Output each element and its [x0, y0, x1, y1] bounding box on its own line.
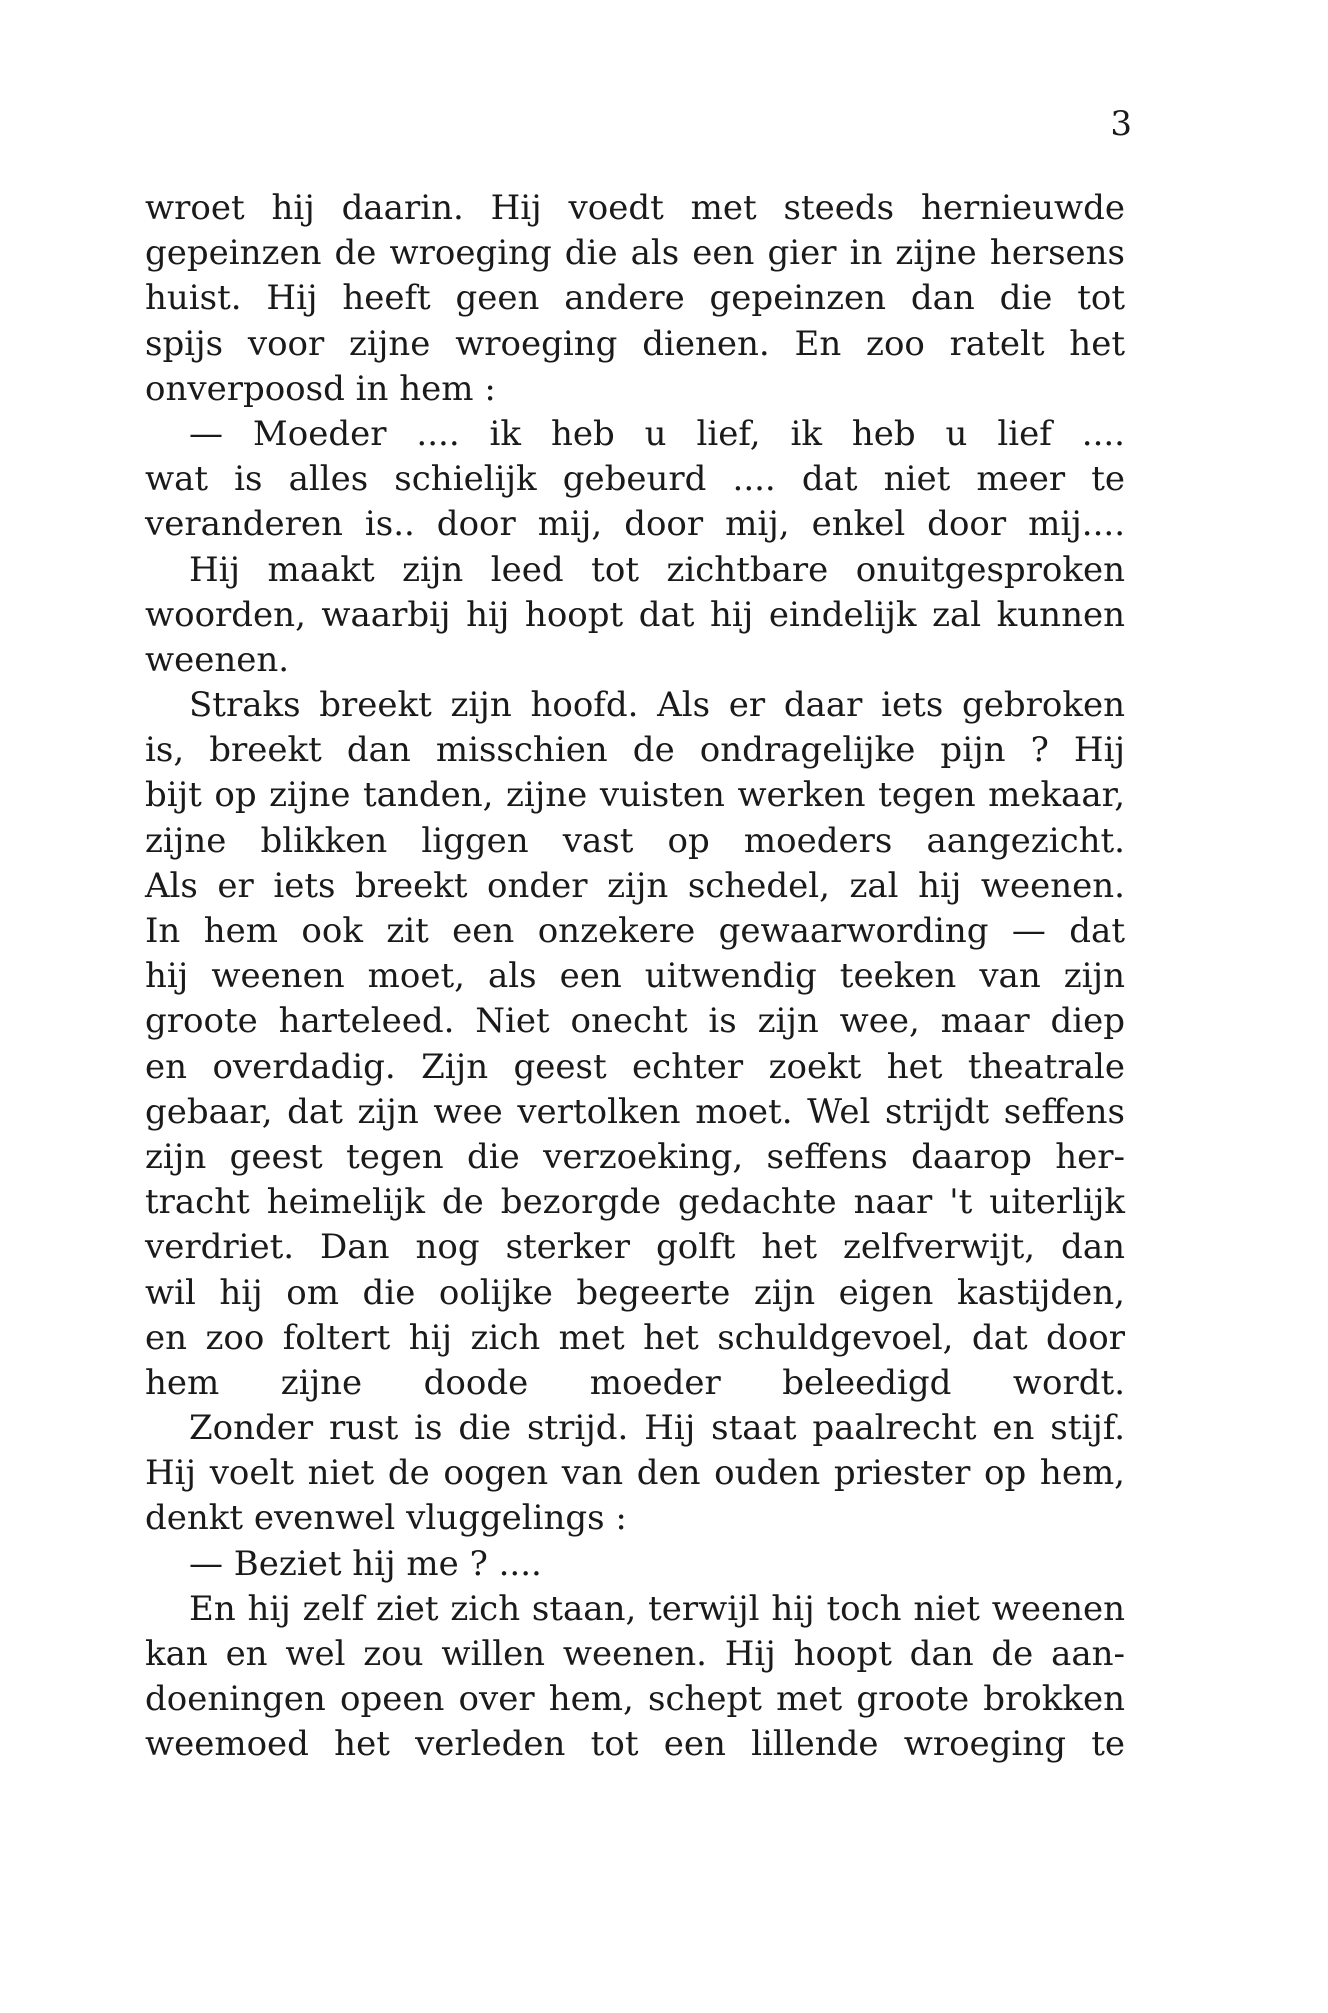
text-line: gepeinzen de wroeging die als een gier in zijne hersens — [145, 233, 1125, 274]
text-line: veranderen is.. door mij, door mij, enkel door mij.... — [145, 504, 1125, 545]
text-line: Hij maakt zijn leed tot zichtbare onuitgesproken — [189, 549, 1125, 590]
text-line: tracht heimelijk de bezorgde gedachte naar 't uiterlijk — [145, 1182, 1125, 1223]
text-line: weemoed het verleden tot een lillende wroeging te — [145, 1724, 1125, 1765]
text-line: groote harteleed. Niet onecht is zijn wee, maar diep — [145, 1001, 1125, 1042]
text-line: en zoo foltert hij zich met het schuldgevoel, dat door — [145, 1317, 1125, 1358]
text-line: onverpoosd in hem : — [145, 368, 496, 409]
text-line: denkt evenwel vluggelings : — [145, 1498, 627, 1539]
text-line: kan en wel zou willen weenen. Hij hoopt dan de aan- — [145, 1634, 1125, 1674]
text-line: zijne blikken liggen vast op moeders aangezicht. — [145, 820, 1125, 861]
text-line: is, breekt dan misschien de ondragelijke pijn ? Hij — [145, 730, 1125, 771]
text-line: Zonder rust is die strijd. Hij staat paalrecht en stijf. — [189, 1408, 1125, 1449]
text-line: verdriet. Dan nog sterker golft het zelfverwijt, dan — [145, 1227, 1125, 1268]
text-line: zijn geest tegen die verzoeking, seffens daarop her- — [145, 1136, 1125, 1177]
text-line: wroet hij daarin. Hij voedt met steeds hernieuwde — [145, 188, 1125, 228]
text-line: In hem ook zit een onzekere gewaarwording — dat — [145, 911, 1125, 951]
text-line: hem zijne doode moeder beleedigd wordt. — [145, 1362, 1125, 1403]
text-line: wat is alles schielijk gebeurd .... dat niet meer te — [145, 459, 1125, 500]
text-line: doeningen opeen over hem, schept met groote brokken — [145, 1679, 1125, 1720]
text-line: — Beziet hij me ? .... — [189, 1543, 542, 1584]
text-line: hij weenen moet, als een uitwendig teeken van zijn — [145, 956, 1125, 997]
text-line: bijt op zijne tanden, zijne vuisten werken tegen mekaar, — [145, 775, 1125, 816]
text-line: huist. Hij heeft geen andere gepeinzen dan die tot — [145, 278, 1125, 319]
text-line: weenen. — [145, 639, 290, 680]
text-line: woorden, waarbij hij hoopt dat hij eindelijk zal kunnen — [145, 594, 1125, 635]
text-line: en overdadig. Zijn geest echter zoekt het theatrale — [145, 1046, 1125, 1087]
text-line: wil hij om die oolijke begeerte zijn eigen kastijden, — [145, 1272, 1125, 1313]
text-line: En hij zelf ziet zich staan, terwijl hij toch niet weenen — [189, 1588, 1125, 1629]
text-line: spijs voor zijne wroeging dienen. En zoo ratelt het — [145, 323, 1125, 364]
text-line: Straks breekt zijn hoofd. Als er daar iets gebroken — [189, 685, 1125, 726]
text-line: — Moeder .... ik heb u lief, ik heb u lief .... — [189, 413, 1125, 454]
text-line: gebaar, dat zijn wee vertolken moet. Wel strijdt seffens — [145, 1091, 1125, 1132]
text-line: Als er iets breekt onder zijn schedel, zal hij weenen. — [145, 865, 1125, 906]
page-number: 3 — [1110, 104, 1132, 144]
text-body — [145, 186, 1125, 1768]
text-line: Hij voelt niet de oogen van den ouden priester op hem, — [145, 1453, 1125, 1494]
